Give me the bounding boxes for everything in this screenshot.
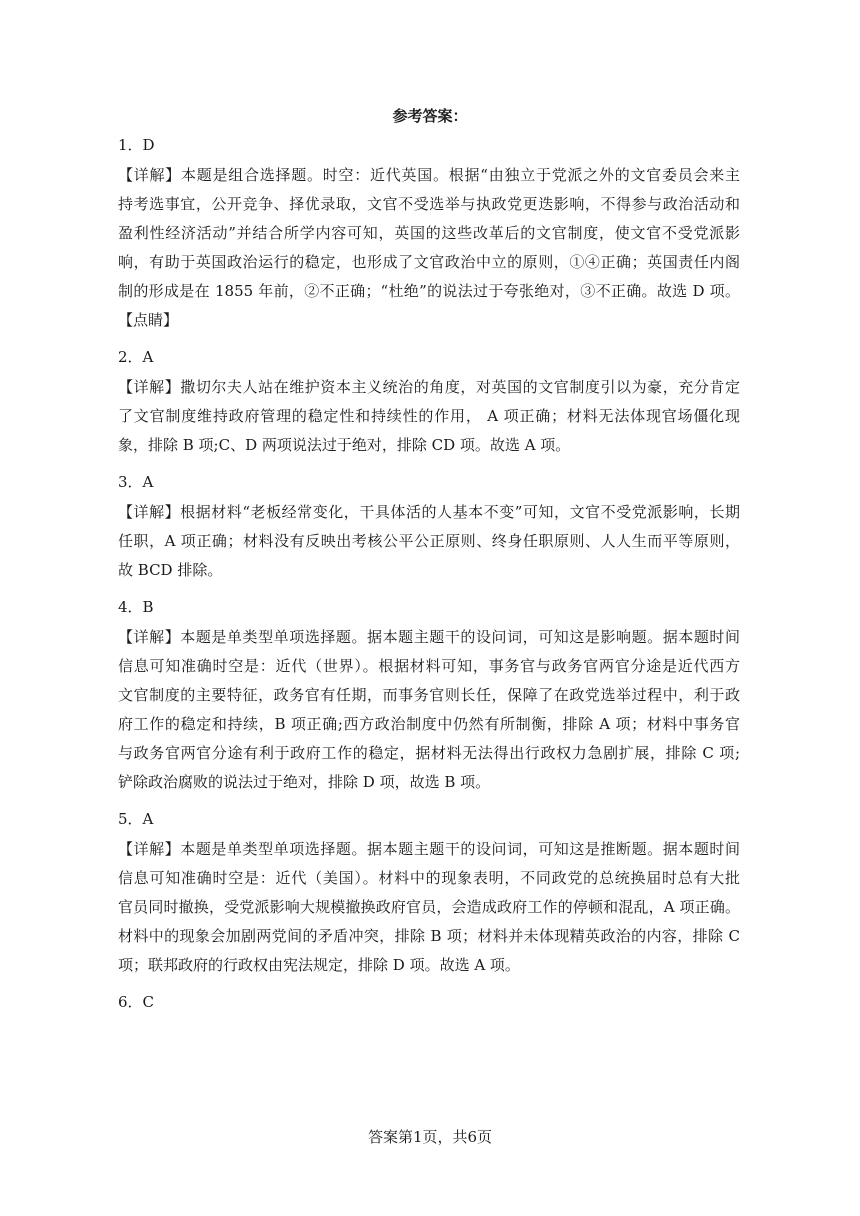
answer-number: 2．A	[118, 348, 154, 366]
answer-line: 故 BCD 排除。	[118, 561, 223, 579]
answer-line: 响，有助于英国政治运行的稳定，也形成了文官政治中立的原则，①④正确；英国责任内阁	[118, 253, 740, 271]
answer-line: 【详解】撒切尔夫人站在维护资本主义统治的角度，对英国的文官制度引以为豪，充分肯定	[118, 378, 740, 396]
answer-line: 象，排除 B 项;C、D 两项说法过于绝对，排除 CD 项。故选 A 项。	[118, 436, 571, 454]
answer-line: 与政务官两官分途有利于政府工作的稳定，据材料无法得出行政权力急剧扩展，排除 C 项;	[118, 744, 740, 762]
page-footer: 答案第1页，共6页	[367, 1128, 493, 1146]
answer-line: 铲除政治腐败的说法过于绝对，排除 D 项，故选 B 项。	[118, 773, 491, 791]
answer-line: 【详解】本题是组合选择题。时空：近代英国。根据“由独立于党派之外的文官委员会来主	[118, 166, 740, 184]
page-title: 参考答案：	[392, 107, 468, 125]
answer-line: 项；联邦政府的行政权由宪法规定，排除 D 项。故选 A 项。	[118, 956, 520, 974]
answer-line: 文官制度的主要特征，政务官有任期，而事务官则长任，保障了在政党选举过程中，利于政	[118, 686, 740, 704]
answer-line: 府工作的稳定和持续，B 项正确;西方政治制度中仍然有所制衡，排除 A 项；材料中事务官	[118, 715, 740, 733]
answer-line: 官员同时撤换，受党派影响大规模撤换政府官员，会造成政府工作的停顿和混乱，A 项正确。	[118, 898, 740, 916]
answer-line: 信息可知准确时空是：近代（美国）。材料中的现象表明，不同政党的总统换届时总有大批	[118, 869, 740, 887]
answer-line: 信息可知准确时空是：近代（世界）。根据材料可知，事务官与政务官两官分途是近代西方	[118, 657, 740, 675]
answer-line: 盈利性经济活动”并结合所学内容可知，英国的这些改革后的文官制度，使文官不受党派影	[118, 224, 740, 242]
answer-number: 4．B	[118, 598, 154, 616]
answer-line: 任职，A 项正确；材料没有反映出考核公平公正原则、终身任职原则、人人生而平等原则，	[118, 532, 740, 550]
answer-line: 【详解】本题是单类型单项选择题。据本题主题干的设问词，可知这是推断题。据本题时间	[118, 840, 740, 858]
answer-line: 制的形成是在 1855 年前，②不正确；“杜绝”的说法过于夸张绝对，③不正确。故选 D 项。	[118, 282, 740, 300]
answer-list	[118, 131, 740, 1018]
answer-line: 了文官制度维持政府管理的稳定性和持续性的作用， A 项正确；材料无法体现官场僵化现	[118, 407, 740, 425]
answer-line: 材料中的现象会加剧两党间的矛盾冲突，排除 B 项；材料并未体现精英政治的内容，排除 C	[118, 927, 740, 945]
answer-line: 持考选事宜，公开竞争、择优录取，文官不受选举与执政党更迭影响，不得参与政治活动和	[118, 195, 740, 213]
answer-number: 1．D	[118, 136, 155, 154]
answer-line: 【点睛】	[118, 311, 179, 329]
answer-number: 5．A	[118, 810, 154, 828]
answer-line: 【详解】本题是单类型单项选择题。据本题主题干的设问词，可知这是影响题。据本题时间	[118, 628, 740, 646]
answer-number: 3．A	[118, 473, 154, 491]
answer-number: 6．C	[118, 993, 155, 1011]
answer-line: 【详解】根据材料“老板经常变化，干具体活的人基本不变”可知，文官不受党派影响，长期	[118, 503, 740, 521]
